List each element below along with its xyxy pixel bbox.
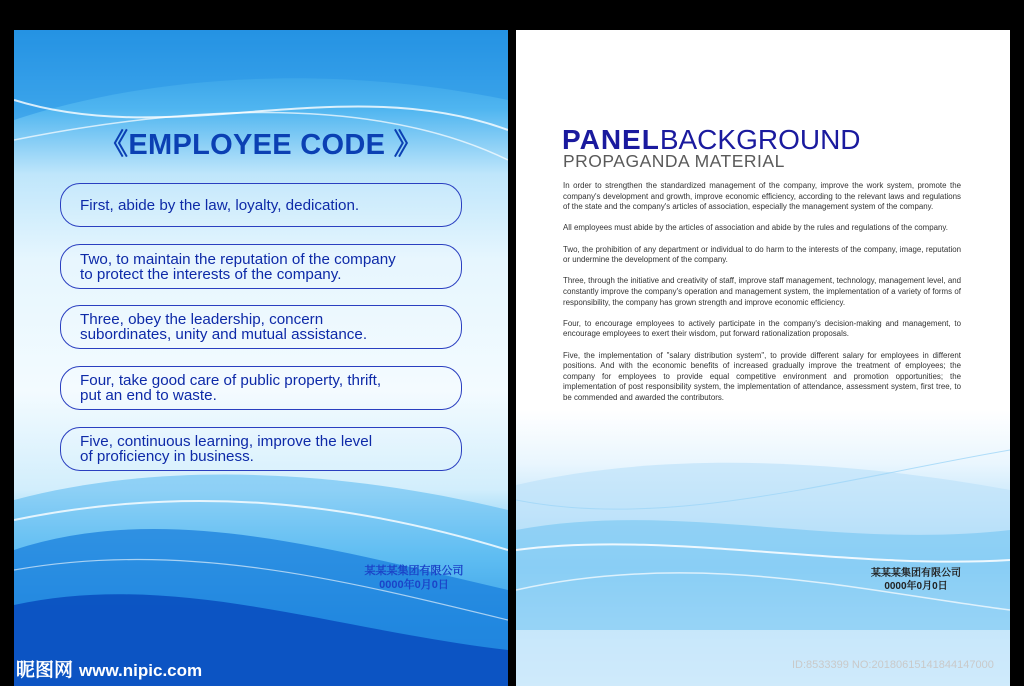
title-bold-part: PANEL [562, 124, 660, 155]
body-paragraph: In order to strengthen the standardized management of the company, improve the work system, promote the company's development and growth, improve economic efficiency, according to the relevant laws and regulations of the state and the company's articles of association, especially the management system of the company. [563, 181, 961, 212]
date: 0000年0月0日 [379, 579, 449, 591]
body-text [563, 181, 961, 414]
propaganda-subtitle: PROPAGANDA MATERIAL [563, 151, 785, 171]
nipic-watermark [16, 655, 202, 682]
nipic-site: www.nipic.com [79, 661, 203, 680]
date: 0000年0月0日 [884, 581, 948, 592]
code-item-3 [60, 305, 462, 349]
title-regular-part: BACKGROUND [659, 124, 861, 155]
company-name: 某某某集团有限公司 [364, 565, 464, 577]
image-id-watermark: ID:8533399 NO:20180615141844147000 [792, 659, 994, 671]
body-paragraph: All employees must abide by the articles of association and abide by the rules and regulations of the company. [563, 223, 948, 233]
employee-code-title: 《EMPLOYEE CODE 》 [99, 129, 423, 161]
code-item-text: First, abide by the law, loyalty, dedication. [80, 196, 360, 214]
code-item-text: Three, obey the leadership, concern subordinates, unity and mutual assistance. [80, 311, 368, 343]
company-signature-right [856, 567, 976, 593]
company-signature-left [314, 564, 508, 592]
company-name: 某某某集团有限公司 [871, 568, 961, 579]
code-item-2 [60, 244, 462, 289]
code-item-5 [60, 427, 462, 471]
body-paragraph: Three, through the initiative and creativity of staff, improve staff management, technology, management level, and constantly improve the company's operation and management system, the implementation of a variety of forms of responsibility, the company has grown strength and improve economic efficiency. [563, 276, 961, 307]
body-paragraph: Five, the implementation of "salary distribution system", to provide different salary for employees in different positions. And with the economic benefits of increased gradually improve the treatment of employees; the company for employees to provide equal competitive environment and promotion opportunities; the implementation of post responsibility system, the implementation of attendance, assessment system, first tree, to be commended and awarded the contributors. [563, 350, 961, 402]
body-paragraph: Two, the prohibition of any department or individual to do harm to the interests of the company, image, reputation or undermine the development of the company. [563, 244, 961, 265]
code-item-4 [60, 366, 462, 410]
body-paragraph: Four, to encourage employees to actively participate in the company's decision-making and management, to encourage employees to exert their wisdom, put forward rationalization proposals. [563, 318, 961, 339]
left-poster-panel [14, 30, 508, 686]
right-poster-panel [516, 30, 1010, 686]
code-item-1 [60, 183, 462, 227]
code-item-text: Four, take good care of public property, thrift, put an end to waste. [80, 372, 382, 404]
code-item-text: Two, to maintain the reputation of the company to protect the interests of the company. [80, 250, 396, 283]
code-item-text: Five, continuous learning, improve the level of proficiency in business. [80, 433, 373, 465]
nipic-logo: 昵图网 [16, 660, 74, 681]
